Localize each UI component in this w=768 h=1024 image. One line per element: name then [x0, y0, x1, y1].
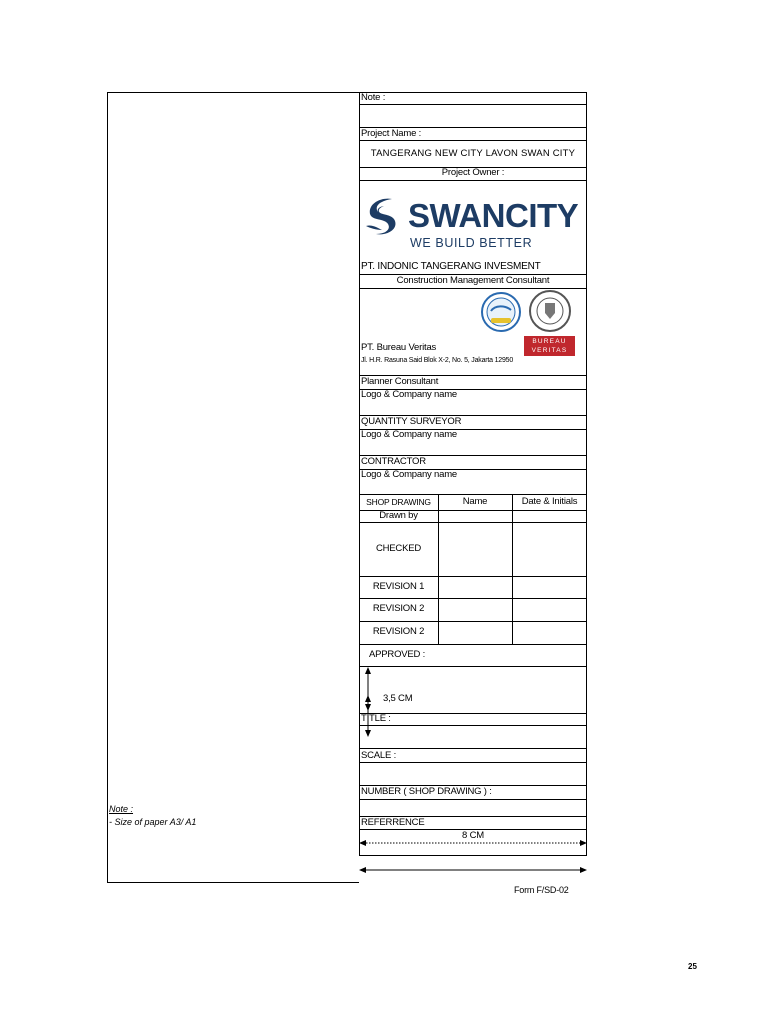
table-header-name: Name	[462, 496, 488, 507]
approved-label: APPROVED :	[369, 649, 426, 660]
width-dimension-dotted-arrow-icon	[358, 838, 588, 848]
owner-company: PT. INDONIC TANGERANG INVESMENT	[361, 261, 541, 272]
bureau-veritas-logo-text: BUREAU VERITAS	[531, 338, 568, 354]
rule	[359, 104, 587, 105]
planner-value: Logo & Company name	[361, 389, 458, 400]
height-dimension-label: 3,5 CM	[383, 693, 413, 704]
rule	[359, 762, 587, 763]
page-number: 25	[688, 962, 697, 971]
table-column-rule	[512, 494, 513, 644]
contractor-label: CONTRACTOR	[361, 456, 426, 467]
table-header-shop-drawing: SHOP DRAWING	[366, 497, 431, 507]
cm-consultant-label: Construction Management Consultant	[396, 275, 550, 286]
reference-label: REFERRENCE	[361, 817, 425, 828]
rule	[359, 494, 587, 495]
rule	[359, 598, 587, 599]
contractor-value: Logo & Company name	[361, 469, 458, 480]
rule	[359, 180, 587, 181]
rule	[359, 748, 587, 749]
qs-label: QUANTITY SURVEYOR	[361, 416, 462, 427]
form-number: Form F/SD-02	[514, 885, 569, 895]
side-note-item: - Size of paper A3/ A1	[109, 817, 197, 827]
planner-label: Planner Consultant	[361, 376, 439, 387]
scale-label: SCALE :	[361, 750, 397, 761]
table-header-date: Date & Initials	[521, 496, 578, 507]
table-column-rule	[438, 494, 439, 644]
row-revision-2: REVISION 2	[372, 603, 425, 614]
accreditation-badge-icon	[480, 291, 522, 333]
row-revision-2b: REVISION 2	[372, 626, 425, 637]
cm-address: Jl. H.R. Rasuna Said Blok X-2, No. 5, Jakarta 12950	[361, 357, 514, 364]
row-drawn-by: Drawn by	[379, 510, 418, 521]
row-revision-1: REVISION 1	[372, 581, 425, 592]
swancity-tagline: WE BUILD BETTER	[410, 236, 533, 250]
width-dimension-arrow-icon	[358, 865, 588, 875]
project-owner-label: Project Owner :	[441, 167, 505, 178]
rule	[359, 522, 587, 523]
rule	[359, 644, 587, 645]
rule	[359, 799, 587, 800]
title-label: TITLE :	[361, 713, 391, 724]
rule	[359, 576, 587, 577]
side-note-title: Note :	[109, 804, 134, 814]
swancity-logo-icon	[362, 196, 404, 236]
height-dimension-arrow-icon	[362, 666, 374, 738]
bureau-veritas-seal-icon	[525, 289, 576, 334]
project-name-label: Project Name :	[361, 128, 422, 139]
number-label: NUMBER ( SHOP DRAWING ) :	[361, 786, 492, 797]
rule	[359, 621, 587, 622]
bureau-veritas-logo	[524, 336, 575, 356]
note-label: Note :	[361, 92, 386, 103]
swancity-logo-text: SWANCITY	[408, 197, 579, 234]
cm-company: PT. Bureau Veritas	[361, 342, 437, 353]
rule	[359, 666, 587, 667]
rule	[359, 140, 587, 141]
drawing-area-frame	[107, 92, 359, 883]
row-checked: CHECKED	[375, 543, 422, 554]
rule	[359, 725, 587, 726]
qs-value: Logo & Company name	[361, 429, 458, 440]
rule	[359, 713, 587, 714]
width-dimension-label: 8 CM	[462, 830, 484, 841]
project-name: TANGERANG NEW CITY LAVON SWAN CITY	[370, 148, 576, 159]
